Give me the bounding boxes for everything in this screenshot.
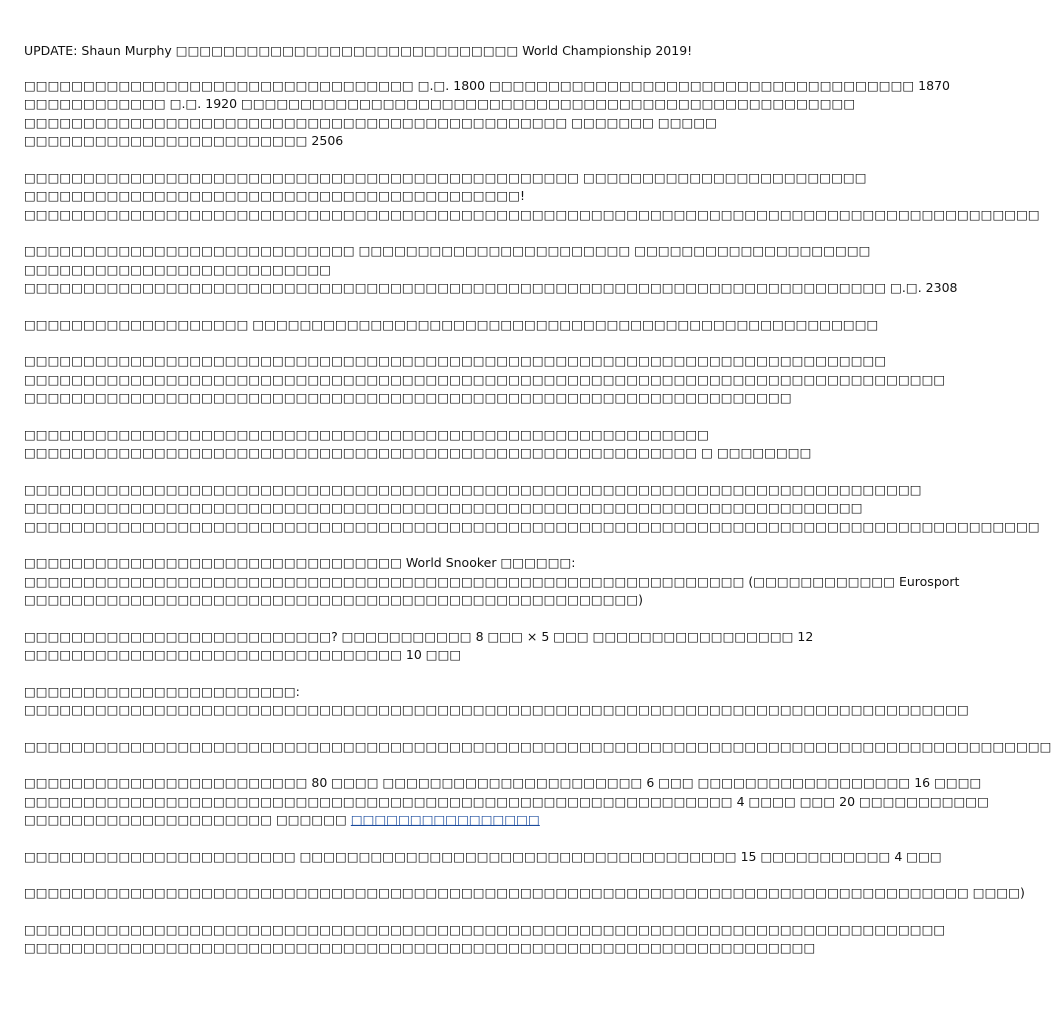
paragraph-line: □□□□□□□□□□□□□□□□□□□□□□□□□□□□□□□□□□□□□□□□□□□□□□□□□□□□)	[24, 592, 644, 607]
paragraph-line: □□□□□□□□□□□□□□□□□□□□□□□□□□□□□□□□□□□□□□□□□□□□□□□□□□□□□□□□□□□□□□□□□□□□□□□□□	[24, 353, 887, 368]
paragraph-line: □□□□□□□□□□□□□□□□□□□□□□□□□□? □□□□□□□□□□□ 8 □□□ × 5 □□□ □□□□□□□□□□□□□□□□□ 12	[24, 628, 814, 644]
paragraph-line: □□□□□□□□□□□□□□□□□□□□□□□□□□□□□□□□ World Snooker □□□□□□:	[24, 555, 576, 570]
paragraph-line: □□□□□□□□□□□□□□□□□□□□□□□□□□□□□□□□□□□□□□□□□□□□□□□ □□□□□□□□□□□□□□□□□□□□□□□□	[24, 169, 867, 185]
paragraph-line: □□□□□□□□□□□□□□□□□□□□□□□□□□□□□□□□□ □.□. 1800 □□□□□□□□□□□□□□□□□□□□□□□□□□□□□□□□□□□□ 1870	[24, 77, 950, 93]
paragraph-line: □□□□□□□□□□□□□□□□□□□□□□□□□□	[24, 261, 332, 277]
paragraph-14	[24, 884, 1025, 903]
paragraph-line: □□□□□□□□□□□□□□□□□□□□□□□□□□□□□□□□□□□□□□□□□□!	[24, 188, 526, 203]
paragraph-4	[24, 316, 879, 335]
paragraph-line: □□□□□□□□□□□□□□□□□□□□□□□:	[24, 683, 300, 699]
paragraph-8	[24, 554, 960, 610]
paragraph-6	[24, 426, 812, 463]
paragraph-9	[24, 628, 814, 665]
paragraph-line: □□□□□□□□□□□□□□□□□□□□□□□ □□□□□□□□□□□□□□□□□□□□□□□□□□□□□□□□□□□□□ 15 □□□□□□□□□□□ 4 □□□	[24, 848, 942, 864]
paragraph-line: □□□□□□□□□□□□□□□□□□□□□□□□□□□□□□□□□□□□□□□□□□□□□□□□□□□□□□□□□□□□□□□□□□□□□□□	[24, 500, 863, 515]
paragraph-10	[24, 683, 969, 720]
paragraph-line: □□□□□□□□□□□□□□□□□□□□□□□□□□□□□□□□ 10 □□□	[24, 647, 462, 662]
paragraph-line: □□□□□□□□□□□□□□□□□□□□□□□□□□□□□□□□□□□□□□□□□□□□□□□□□□□□□□□□□□	[24, 426, 709, 442]
paragraph-line: □□□□□□□□□□□□□□□□□□□□□□□□□□□□□□□□□□□□□□□□□□□□□□□□□□□□□□□□□□□□□□□□□□□□□□□□□□□□	[24, 481, 922, 497]
paragraph-line: □□□□□□□□□□□□□□□□□□□□□□□□□□□□□□□□□□□□□□□□□□□□□□□□□□□□□□□□□□□□□□□□□□□□□□□□□□□□□□□□	[24, 702, 969, 717]
paragraph-line: □□□□□□□□□□□□□□□□□□□□□□□□□□□□□□□□□□□□□□□□□□□□□□□□□□□□□□□□□□□□□□□□□□□□□□□□□□□□□□□□ □□□□)	[24, 885, 1025, 900]
paragraph-text: □□□□□□□□□□□□□□□□□□□□□ □□□□□□	[24, 812, 351, 827]
paragraph-line: □□□□□□□□□□□□□□□□□□□□□□□□□□□□□□□□□□□□□□□□□□□□□□□□□□□□□□□□□□□□□□□□□□□□□□□□□□□□□□□□□□□□□□	[24, 518, 1040, 534]
paragraph-line: □□□□□□□□□□□□□□□□□□□□□□□□□□□□□□□□□□□□□□□□□□□□□□□□□□□□□□□□□□□□□□□□□□□□□□□□□□□□□□	[24, 921, 946, 937]
paragraph-line: □□□□□□□□□□□□□□□□□□□□□□□□ 80 □□□□ □□□□□□□□□□□□□□□□□□□□□□ 6 □□□ □□□□□□□□□□□□□□□□□□ 16 □□□□	[24, 775, 982, 790]
paragraph-line: □□□□□□□□□□□□□□□□□□□□□□□□□□□□□□□□□□□□□□□□□□□□□□□□□□□□□□□□□□□□□□□□□□□□□□□□□ □.□. 2308	[24, 280, 958, 295]
paragraph-line: □□□□□□□□□□□□□□□□□□□□□□□□□□□□□□□□□□□□□□□□□□□□□□□□□□□□□□□□□□□□□□□□□□□□□□□□□□□□□□□□□□□□□□□	[24, 738, 1052, 754]
paragraph-2	[24, 169, 1040, 225]
paragraph-line: □□□□□□□□□□□□□□□□□□□□□□□□□□□□□□□□□□□□□□□□□□□□□□□□□□□□□□□□□□□□□□□□□□□□□□□□□□□□□□	[24, 371, 946, 387]
paragraph-5	[24, 352, 946, 408]
paragraph-1	[24, 77, 950, 151]
paragraph-7	[24, 481, 1040, 537]
paragraph-line: □□□□□□□□□□□□□□□□□□□□□□□□□□□□□□□□□□□□□□□□□□□□□□□□□□□□□□□□□□□□□ (□□□□□□□□□□□□ Eurosport	[24, 573, 960, 589]
title-text: UPDATE: Shaun Murphy □□□□□□□□□□□□□□□□□□□□□□□□□□□□□ World Championship 2019!	[24, 43, 693, 58]
paragraph-3	[24, 242, 958, 298]
paragraph-line: □□□□□□□□□□□□□□□□□□□□□□□□□□□□□□□□□□□□□□□□□□□□□□□□□□□□□□□□□□□□□□□□□	[24, 390, 792, 405]
paragraph-line: □□□□□□□□□□□□□□□□□□□□□□□□□□□□□□□□□□□□□□□□□□□□□□□□□□□□□□□□□ □ □□□□□□□□	[24, 445, 812, 460]
paragraph-line: □□□□□□□□□□□□□□□□□□□□□□□□□□□□ □□□□□□□□□□□□□□□□□□□□□□□ □□□□□□□□□□□□□□□□□□□□	[24, 243, 871, 258]
paragraph-line: □□□□□□□□□□□□□□□□□□□□□□□□ 2506	[24, 133, 344, 148]
paragraph-13	[24, 848, 942, 867]
paragraph-line-with-link	[24, 811, 696, 830]
paragraph-line: □□□□□□□□□□□□□□□□□□□ □□□□□□□□□□□□□□□□□□□□□□□□□□□□□□□□□□□□□□□□□□□□□□□□□□□□□	[24, 316, 879, 332]
paragraph-15	[24, 921, 946, 958]
paragraph-line: □□□□□□□□□□□□ □.□. 1920 □□□□□□□□□□□□□□□□□□□□□□□□□□□□□□□□□□□□□□□□□□□□□□□□□□□□	[24, 96, 856, 111]
paragraph-line: □□□□□□□□□□□□□□□□□□□□□□□□□□□□□□□□□□□□□□□□□□□□□□□□□□□□□□□□□□□□□□□□□□□	[24, 940, 816, 955]
article-title	[24, 42, 696, 61]
article-link[interactable]: □□□□□□□□□□□□□□□□	[350, 812, 540, 827]
paragraph-11	[24, 738, 1052, 757]
paragraph-12	[24, 774, 989, 830]
paragraph-line: □□□□□□□□□□□□□□□□□□□□□□□□□□□□□□□□□□□□□□□□□□□□□□ □□□□□□□ □□□□□	[24, 114, 717, 130]
paragraph-line: □□□□□□□□□□□□□□□□□□□□□□□□□□□□□□□□□□□□□□□□□□□□□□□□□□□□□□□□□□□□ 4 □□□□ □□□ 20 □□□□□□□□□□□	[24, 793, 989, 809]
paragraph-line: □□□□□□□□□□□□□□□□□□□□□□□□□□□□□□□□□□□□□□□□□□□□□□□□□□□□□□□□□□□□□□□□□□□□□□□□□□□□□□□□□□□□□□	[24, 206, 1040, 222]
